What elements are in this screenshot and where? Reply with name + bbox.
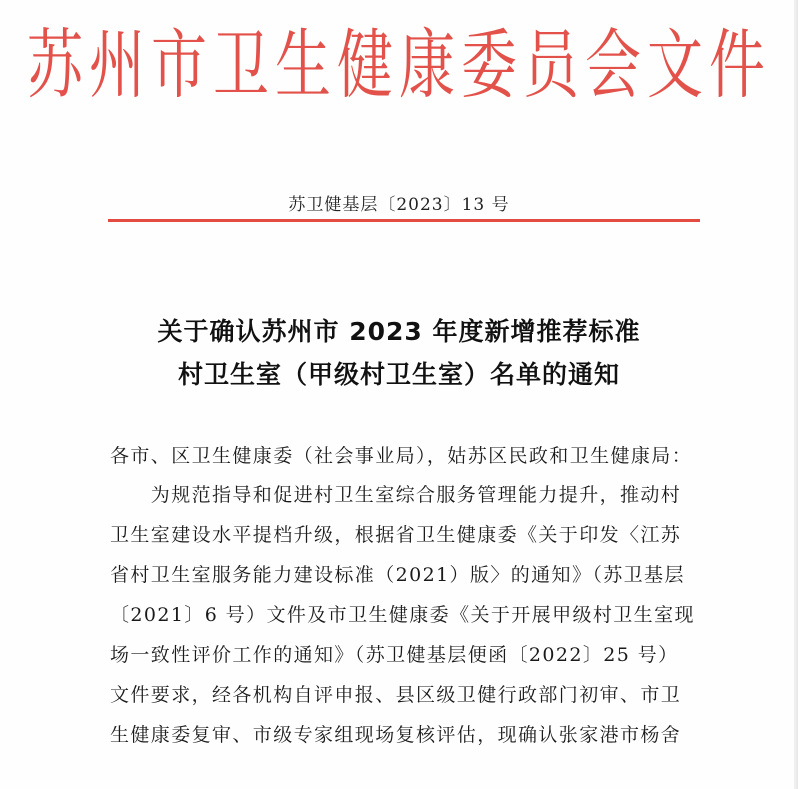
body-line-3: 卫生室建设水平提档升级，根据省卫生健康委《关于印发〈江苏 bbox=[110, 524, 682, 546]
body-line-7: 文件要求，经各机构自评申报、县区级卫健行政部门初审、市卫 bbox=[110, 684, 682, 706]
masthead-title: 苏州市卫生健康委员会文件 bbox=[27, 21, 771, 110]
red-divider-rule bbox=[108, 219, 700, 222]
body-line-4: 省村卫生室服务能力建设标准（2021）版〉的通知》（苏卫基层 bbox=[110, 564, 685, 586]
body-line-5: 〔2021〕6 号）文件及市卫生健康委《关于开展甲级村卫生室现 bbox=[110, 604, 695, 626]
page-edge bbox=[794, 0, 798, 789]
body-line-1: 各市、区卫生健康委（社会事业局），姑苏区民政和卫生健康局： bbox=[110, 445, 693, 467]
document-title-line-2: 村卫生室（甲级村卫生室）名单的通知 bbox=[177, 360, 620, 389]
document-title-line-1: 关于确认苏州市 2023 年度新增推荐标准 bbox=[157, 317, 641, 346]
document-number: 苏卫健基层〔2023〕13 号 bbox=[288, 195, 510, 215]
body-line-8: 生健康委复审、市级专家组现场复核评估，现确认张家港市杨舍 bbox=[110, 724, 682, 746]
body-line-2: 为规范指导和促进村卫生室综合服务管理能力提升，推动村 bbox=[110, 484, 682, 506]
body-line-6: 场一致性评价工作的通知》（苏卫健基层便函〔2022〕25 号） bbox=[110, 644, 679, 666]
